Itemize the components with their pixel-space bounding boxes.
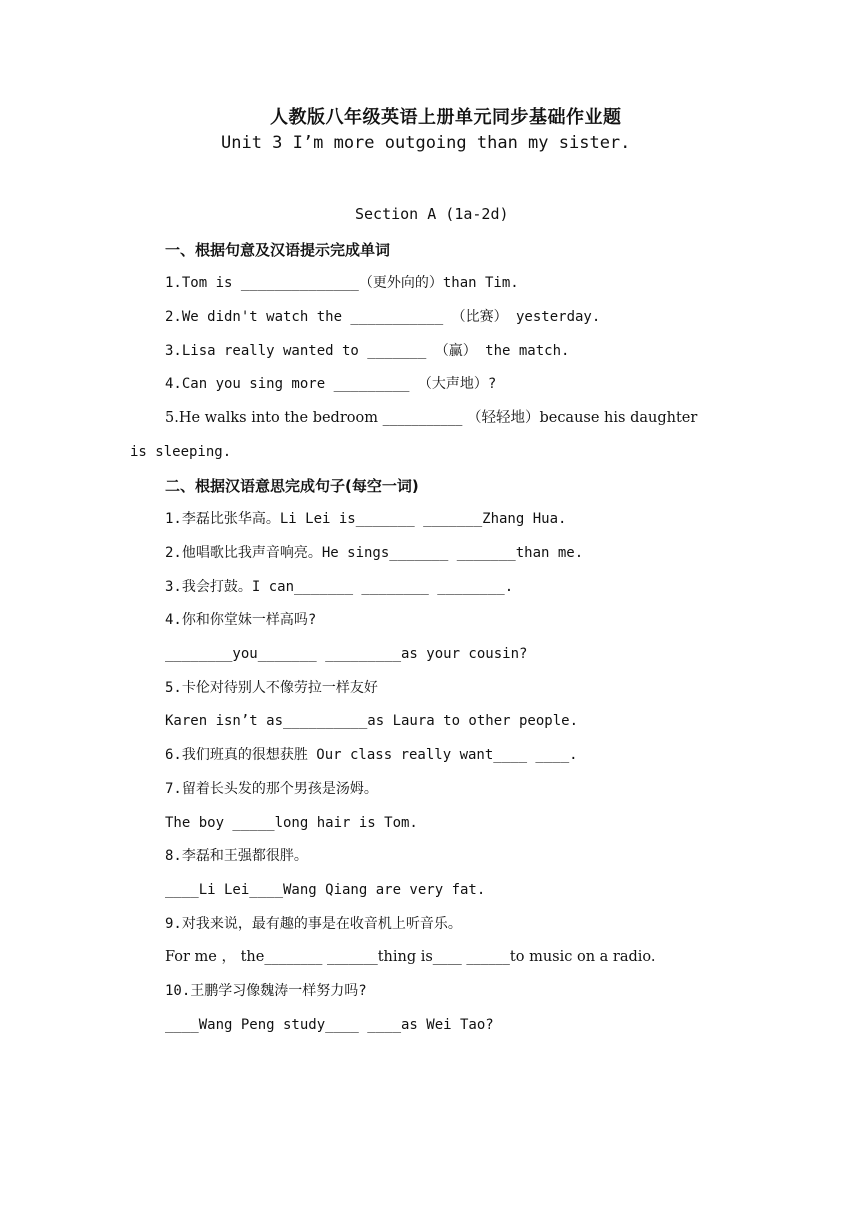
part1-item-3: 3.Lisa really wanted to _______ （赢） the match. <box>165 343 570 359</box>
part1-item-1: 1.Tom is ______________（更外向的）than Tim. <box>165 275 519 291</box>
part2-item-6: 6.我们班真的很想获胜 Our class really want____ ____. <box>165 747 578 763</box>
part2-item-9-answer: For me ， the________ _______thing is____ ______to music on a radio. <box>165 949 656 965</box>
part2-item-8-answer: ____Li Lei____Wang Qiang are very fat. <box>165 882 486 898</box>
part2-item-2: 2.他唱歌比我声音响亮。He sings_______ _______than me. <box>165 545 584 561</box>
part2-item-4-prompt: 4.你和你堂妹一样高吗? <box>165 612 317 628</box>
part2-item-5-answer: Karen isn’t as__________as Laura to other people. <box>165 713 579 729</box>
section-label: Section A (1a-2d) <box>355 205 509 223</box>
part2-item-10-answer: ____Wang Peng study____ ____as Wei Tao? <box>165 1017 494 1033</box>
part2-item-7-answer: The boy _____long hair is Tom. <box>165 815 418 831</box>
part2-item-1: 1.李磊比张华高。Li Lei is_______ _______Zhang Hua. <box>165 511 567 527</box>
part2-item-5-prompt: 5.卡伦对待别人不像劳拉一样友好 <box>165 680 378 696</box>
worksheet-title-english: Unit 3 I’m more outgoing than my sister. <box>221 133 631 153</box>
part1-item-5: 5.He walks into the bedroom ___________ （轻轻地）because his daughter <box>165 410 698 426</box>
part1-item-4: 4.Can you sing more _________ （大声地）? <box>165 376 497 392</box>
part1-item-5-continued: is sleeping. <box>130 444 232 460</box>
worksheet-title-chinese: 人教版八年级英语上册单元同步基础作业题 <box>270 107 622 128</box>
part2-item-10-prompt: 10.王鹏学习像魏涛一样努力吗? <box>165 983 367 999</box>
part2-item-4-answer: ________you_______ _________as your cousin? <box>165 646 528 662</box>
part2-item-7-prompt: 7.留着长头发的那个男孩是汤姆。 <box>165 781 378 797</box>
part2-heading: 二、根据汉语意思完成句子(每空一词) <box>165 477 419 495</box>
part2-item-9-prompt: 9.对我来说，最有趣的事是在收音机上听音乐。 <box>165 916 462 932</box>
part1-item-2: 2.We didn't watch the ___________ （比赛） yesterday. <box>165 309 601 325</box>
part2-item-3: 3.我会打鼓。I can_______ ________ ________. <box>165 579 514 595</box>
part2-item-8-prompt: 8.李磊和王强都很胖。 <box>165 848 308 864</box>
part1-heading: 一、根据句意及汉语提示完成单词 <box>165 241 391 259</box>
